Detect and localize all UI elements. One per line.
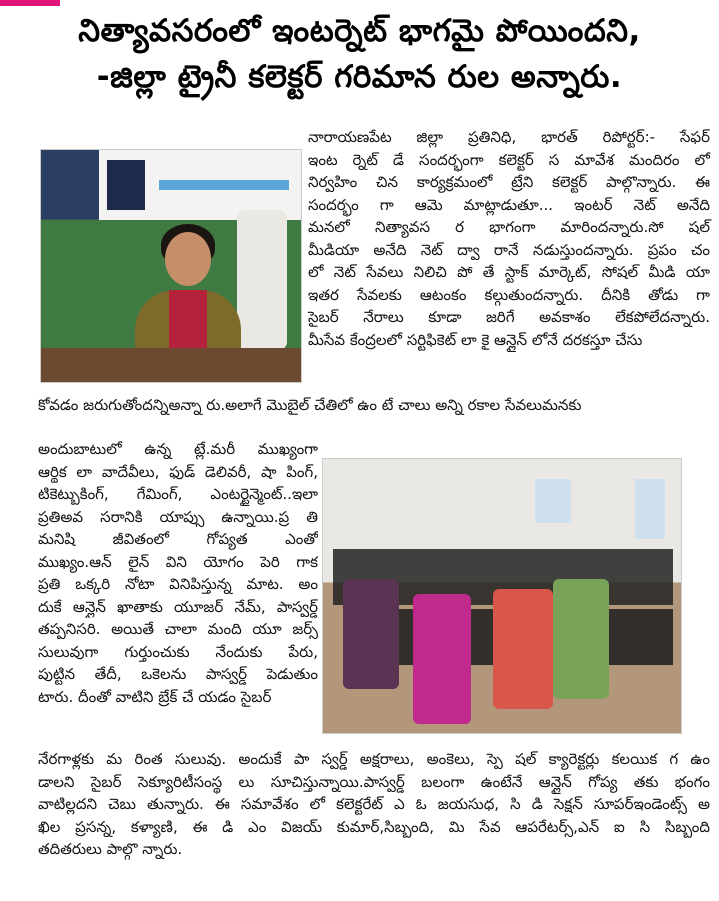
photo-attendee	[493, 589, 553, 709]
article-line: ప్రతిఅవ సరానికి యాప్సు ఉన్నాయి.ప్ర తి	[38, 507, 318, 526]
photo-speaker	[129, 210, 247, 350]
photo-attendee	[553, 579, 609, 699]
article-line: పుట్టిన తేదీ, ఒకెలను పాస్వర్డ్ పెడుతుం	[38, 665, 318, 683]
article-line: నేరగాళ్లకు మ రింత సులువు. అందుకే పా స్వర్డ్ అక్షరాలు, అంకెలు, స్పె షల్ క్యారెక్టర్లు కలయిక గ ఉం	[38, 750, 710, 768]
article-line: ఆర్థిక లా వాదేవీలు, ఫుడ్ డెలివరీ, షా పింగ్,	[38, 462, 318, 481]
article-line: తప్పనిసరి. అయితే చాలా మంది యూ జర్స్	[38, 620, 318, 638]
photo-window	[635, 479, 665, 539]
article-line: సులువుగా గుర్తుంచుకు నేందుకు పేరు,	[38, 642, 318, 661]
article-column-left	[38, 438, 318, 708]
headline-line-2: -జిల్లా ట్రైనీ కలెక్టర్ గరిమాన రుల అన్నారు.	[96, 59, 623, 95]
article-line: మీడియా అనేది నెట్ ద్వా రానే నడుస్తుందన్నారు. ప్రపం చం	[308, 240, 710, 259]
headline	[0, 8, 719, 100]
article-wide-paragraph-1	[38, 394, 710, 417]
article-line: మీసేవ కేంద్రలలో సర్టిఫికెట్ లా కై ఆన్లైన్ లోనే దరకస్తూ చేసు	[308, 330, 643, 349]
publisher-corner-mark	[0, 0, 60, 6]
article-line: వాటిల్లదని చెబు తున్నారు. ఈ సమావేశం లో కలెక్టరేట్ ఎ ఓ జయసుధ, సి డి సెక్షన్ సూపర్ఇండెంట్స్ అ	[38, 795, 710, 813]
article-line: మనలో నిత్యావస ర భాగంగా మారిందన్నారు.సో షల్	[308, 218, 710, 236]
article-line: కోవడం జరుగుతోందన్నిఅన్నా రు.అలాగే మొబైల్ చేతిలో ఉం టే చాలు అన్ని రకాల సేవలుమనకు	[38, 396, 582, 414]
article-line: అందుబాటులో ఉన్న ట్లే.మరీ ముఖ్యంగా	[38, 440, 318, 458]
article-line: లో నెట్ సేవలు నిలిచి పో తే స్టాక్ మార్కెట్, సోషల్ మీడి యా	[308, 263, 710, 281]
photo-window	[535, 479, 571, 523]
article-line: మనిషి జీవితంలో గోప్యత ఎంతో	[38, 530, 318, 548]
article-line: టికెట్బుకింగ్, గేమింగ్, ఎంటర్టైన్మెంట్..ఇలా	[38, 485, 318, 503]
meeting-audience-photo	[322, 458, 682, 734]
trainee-collector-photo	[40, 149, 302, 383]
article-line: నారాయణపేట జిల్లా ప్రతినిధి, భారత్ రిపోర్టర్:- సేఫర్	[308, 128, 710, 146]
article-line: ఖిల ప్రసన్న, కళ్యాణి, ఈ డి ఎం విజయ్ కుమార్,సిబ్బంది, మి సేవ ఆపరేటర్స్,ఎన్ ఐ సి సిబ్బంది	[38, 817, 710, 836]
article-line: ఇంట ర్నెట్ డే సందర్భంగా కలెక్టర్ స మావేశ మందిరం లో	[308, 150, 710, 169]
article-line: సైబర్ నేరాలు కూడా జరిగే అవకాశం లేకపోలేదన్నారు.	[308, 308, 710, 326]
article-line: ప్రతి ఒక్కరి నోటా వినిపిస్తున్న మాట. అం	[38, 575, 318, 593]
photo-attendee	[343, 579, 399, 689]
article-line: సందర్భం గా ఆమె మాట్లాడుతూ... ఇంటర్ నెట్ అనేది	[308, 195, 710, 214]
article-line: తదితరులు పాల్గొ న్నారు.	[38, 840, 183, 858]
article-line: టారు. దీంతో వాటిని బ్రేక్ చే యడం సైబర్	[38, 687, 272, 706]
article-column-right-top	[308, 126, 710, 351]
article-line: డాలని సైబర్ సెక్యూరిటీసంస్థ లు సూచిస్తున్నాయి.పాస్వర్డ్ బలంగా ఉంటేనే ఆన్లైన్ గోప్య తకు భంగం	[38, 772, 710, 791]
photo-attendee	[413, 594, 471, 724]
article-line: దుకే ఆన్లైన్ ఖాతాకు యూజర్ నేమ్, పాస్వర్డ్	[38, 597, 318, 616]
article-line: నిర్వహిం చిన కార్యక్రమంలో ట్రేని కలెక్టర్ పాల్గొన్నారు. ఈ	[308, 173, 710, 191]
photo-desk	[41, 348, 301, 382]
article-wide-paragraph-2	[38, 748, 710, 861]
article-line: ఇతర సేవలకు ఆటంకం కల్గుతుందన్నారు. దీనికి తోడు గా	[308, 285, 710, 304]
article-line: ముఖ్యం.ఆన్ లైన్ విని యోగం పెరి గాక	[38, 552, 318, 571]
headline-line-1: నిత్యావసరంలో ఇంటర్నెట్ భాగమై పోయిందని,	[78, 13, 641, 49]
